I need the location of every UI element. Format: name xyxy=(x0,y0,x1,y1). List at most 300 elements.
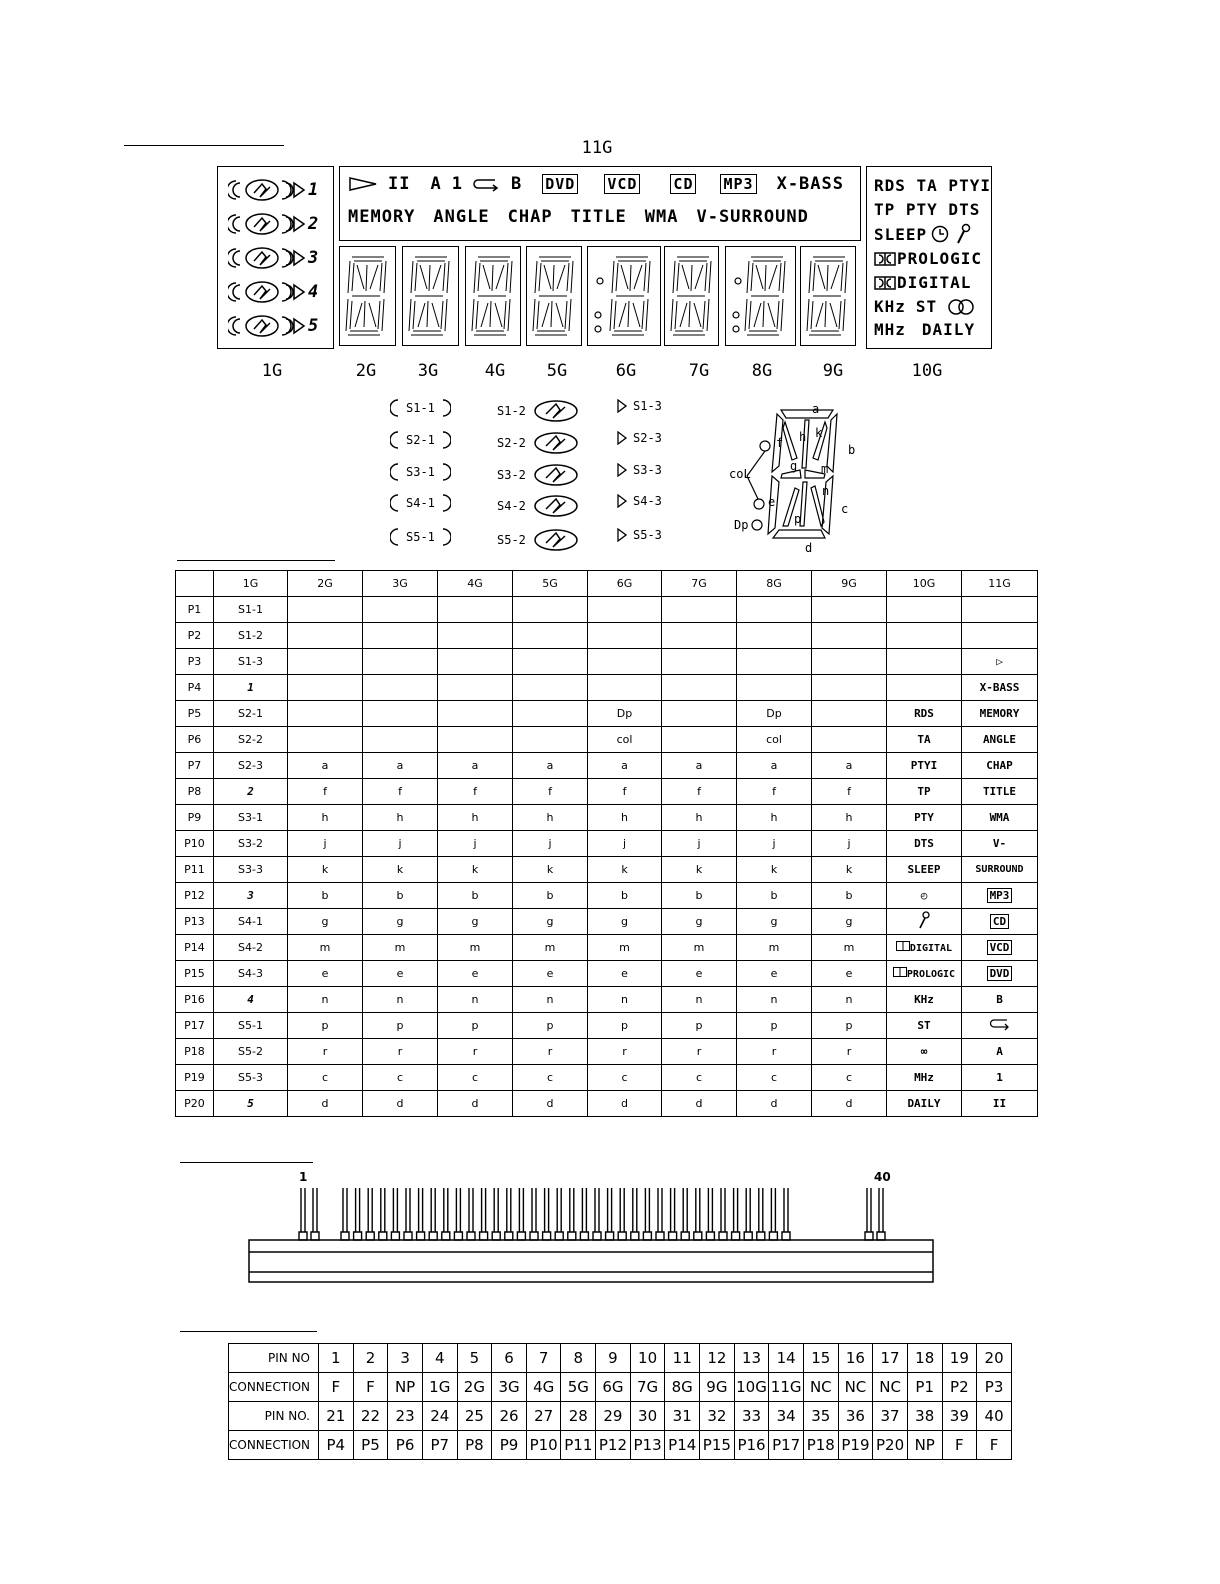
connector-pin xyxy=(706,1188,714,1240)
table-header-cell: 10G xyxy=(887,571,962,597)
table-cell xyxy=(513,623,588,649)
table-cell xyxy=(438,675,513,701)
connector-pin xyxy=(429,1188,437,1240)
table-cell: 37 xyxy=(873,1402,908,1431)
table-cell xyxy=(363,623,438,649)
table-cell: P20 xyxy=(873,1431,908,1460)
sixteen-segment-digit xyxy=(402,246,459,346)
table-cell: a xyxy=(588,753,662,779)
pause-icon: II xyxy=(388,174,411,194)
table-cell xyxy=(363,727,438,753)
rds-line: RDS TA PTYI xyxy=(874,176,991,195)
repeat-icon xyxy=(473,176,501,192)
table-cell: P7 xyxy=(176,753,214,779)
table-cell: 34 xyxy=(769,1402,804,1431)
table-cell: m xyxy=(662,935,737,961)
table-cell: TITLE xyxy=(962,779,1038,805)
table-cell: P10 xyxy=(176,831,214,857)
table-cell: 20 xyxy=(977,1344,1012,1373)
table-cell: 7G xyxy=(630,1373,665,1402)
connector-pin xyxy=(404,1188,412,1240)
table-cell: b xyxy=(438,883,513,909)
seg-f-label: f xyxy=(776,436,784,450)
microphone-icon xyxy=(917,910,931,930)
table-cell: h xyxy=(588,805,662,831)
table-cell: 14 xyxy=(769,1344,804,1373)
table-cell: P6 xyxy=(176,727,214,753)
table-cell: b xyxy=(812,883,887,909)
table-cell: P17 xyxy=(769,1431,804,1460)
connector-pin xyxy=(643,1188,651,1240)
table-cell xyxy=(887,597,962,623)
connector-pin xyxy=(568,1188,576,1240)
table-cell xyxy=(513,701,588,727)
table-cell: P19 xyxy=(838,1431,873,1460)
table-header-cell: 2G xyxy=(288,571,363,597)
table-cell: PTY xyxy=(887,805,962,831)
table-cell: 10 xyxy=(630,1344,665,1373)
table-cell: p xyxy=(288,1013,363,1039)
table-cell: 32 xyxy=(700,1402,735,1431)
sleep-label: SLEEP xyxy=(874,224,928,244)
table-cell: 5G xyxy=(561,1373,596,1402)
table-cell: b xyxy=(363,883,438,909)
table-cell: P2 xyxy=(176,623,214,649)
table-cell: e xyxy=(662,961,737,987)
table-cell: g xyxy=(662,909,737,935)
table-cell: h xyxy=(288,805,363,831)
table-cell: P16 xyxy=(176,987,214,1013)
table-cell xyxy=(887,909,962,935)
table-cell: k xyxy=(363,857,438,883)
table-cell: 16 xyxy=(838,1344,873,1373)
table-cell: e xyxy=(513,961,588,987)
arc-right-icon xyxy=(441,463,451,481)
table-cell: 27 xyxy=(526,1402,561,1431)
table-cell: P6 xyxy=(388,1431,423,1460)
table-cell: 1 xyxy=(962,1065,1038,1091)
table-cell: p xyxy=(513,1013,588,1039)
table-cell: n xyxy=(513,987,588,1013)
table-cell: P2 xyxy=(942,1373,977,1402)
table-header-cell: 7G xyxy=(662,571,737,597)
legend-item: S5-3 xyxy=(617,528,662,542)
seg-n-label: n xyxy=(822,484,830,498)
table-cell xyxy=(812,701,887,727)
table-cell xyxy=(812,597,887,623)
legend-item: S2-2 xyxy=(497,431,580,455)
table-cell: P15 xyxy=(700,1431,735,1460)
arc-left-icon xyxy=(390,463,400,481)
table-cell: d xyxy=(363,1091,438,1117)
cd-badge: CD xyxy=(670,174,696,194)
table-cell: P11 xyxy=(176,857,214,883)
legend-item: S5-1 xyxy=(390,528,451,546)
disc-indicator xyxy=(228,279,319,305)
table-cell: P13 xyxy=(630,1431,665,1460)
connector-pin xyxy=(555,1188,563,1240)
table-cell: 12 xyxy=(700,1344,735,1373)
connector-pin xyxy=(606,1188,614,1240)
table-cell xyxy=(887,675,962,701)
table-row xyxy=(176,649,1038,675)
table-cell: VCD xyxy=(962,935,1038,961)
row-label: PIN NO xyxy=(229,1344,319,1373)
table-cell: PROLOGIC xyxy=(887,961,962,987)
table-cell: col xyxy=(737,727,812,753)
table-cell: g xyxy=(438,909,513,935)
vcd-badge: VCD xyxy=(604,174,640,194)
table-cell: c xyxy=(812,1065,887,1091)
table-cell: 18 xyxy=(907,1344,942,1373)
row-label: PIN NO. xyxy=(229,1402,319,1431)
table-cell: b xyxy=(288,883,363,909)
table-cell: j xyxy=(363,831,438,857)
dolby-icon xyxy=(896,941,910,951)
table-cell: P12 xyxy=(176,883,214,909)
a-label: A xyxy=(430,174,442,194)
table-cell: Dp xyxy=(588,701,662,727)
table-cell: c xyxy=(662,1065,737,1091)
table-cell: c xyxy=(737,1065,812,1091)
connector-pin xyxy=(311,1188,319,1240)
table-cell: r xyxy=(513,1039,588,1065)
legend-item: S3-1 xyxy=(390,463,451,481)
table-cell: 15 xyxy=(803,1344,838,1373)
table-cell: p xyxy=(812,1013,887,1039)
table-cell xyxy=(737,675,812,701)
arc-left-icon xyxy=(390,494,400,512)
table-cell: SLEEP xyxy=(887,857,962,883)
connector-pin xyxy=(391,1188,399,1240)
table-cell: P12 xyxy=(596,1431,631,1460)
table-cell: c xyxy=(438,1065,513,1091)
table-cell: 25 xyxy=(457,1402,492,1431)
table-cell: DAILY xyxy=(887,1091,962,1117)
disc-icon xyxy=(532,528,580,552)
connector-pin xyxy=(694,1188,702,1240)
disc-icon xyxy=(228,245,308,271)
table-cell: h xyxy=(662,805,737,831)
table-cell: k xyxy=(288,857,363,883)
table-header-cell: 3G xyxy=(363,571,438,597)
clock-icon xyxy=(931,225,951,243)
table-cell: m xyxy=(288,935,363,961)
table-cell: P8 xyxy=(176,779,214,805)
first-pin-label: 1 xyxy=(299,1170,308,1184)
legend-item: S4-1 xyxy=(390,494,451,512)
table-cell: TA xyxy=(887,727,962,753)
connector-pin xyxy=(354,1188,362,1240)
table-cell: d xyxy=(288,1091,363,1117)
seg-h-label: h xyxy=(799,430,807,444)
connector-pin xyxy=(669,1188,677,1240)
table-cell: DTS xyxy=(887,831,962,857)
table-cell: p xyxy=(737,1013,812,1039)
info-panel xyxy=(866,166,992,349)
table-cell: S1-2 xyxy=(214,623,288,649)
table-cell: r xyxy=(438,1039,513,1065)
disc-icon xyxy=(532,431,580,455)
table-cell xyxy=(288,623,363,649)
arc-right-icon xyxy=(441,494,451,512)
table-cell: d xyxy=(737,1091,812,1117)
seg-d-label: d xyxy=(805,541,813,555)
connector-pin xyxy=(782,1188,790,1240)
table-cell: h xyxy=(513,805,588,831)
triangle-icon xyxy=(617,494,627,508)
table-cell: 39 xyxy=(942,1402,977,1431)
mp3-badge: MP3 xyxy=(720,174,756,194)
table-row xyxy=(176,987,1038,1013)
sixteen-segment-digit xyxy=(725,246,796,346)
table-cell: NC xyxy=(873,1373,908,1402)
seg-p-label: p xyxy=(794,512,802,526)
table-row xyxy=(229,1402,1012,1431)
row-label: CONNECTION xyxy=(229,1373,319,1402)
legend-item: S1-3 xyxy=(617,399,662,413)
table-cell: k xyxy=(513,857,588,883)
connector-pin xyxy=(732,1188,740,1240)
arc-left-icon xyxy=(390,431,400,449)
table-cell: ◴ xyxy=(887,883,962,909)
disc-indicator xyxy=(228,313,319,339)
table-cell: a xyxy=(812,753,887,779)
disc-indicator xyxy=(228,177,319,203)
legend-item: S2-3 xyxy=(617,431,662,445)
icon-label: WMA xyxy=(644,207,679,227)
disc-icon xyxy=(228,177,308,203)
table-cell: S4-1 xyxy=(214,909,288,935)
table-cell: RDS xyxy=(887,701,962,727)
seg-a-label: a xyxy=(812,402,820,416)
icon-row2 xyxy=(348,207,809,227)
table-cell: II xyxy=(962,1091,1038,1117)
table-cell: d xyxy=(812,1091,887,1117)
table-cell: F xyxy=(977,1431,1012,1460)
table-cell: e xyxy=(812,961,887,987)
table-cell: j xyxy=(288,831,363,857)
table-cell: k xyxy=(737,857,812,883)
table-cell: DIGITAL xyxy=(887,935,962,961)
sixteen-segment-digit xyxy=(800,246,856,346)
connector-pin xyxy=(299,1188,307,1240)
table-row xyxy=(176,1013,1038,1039)
table-cell: 17 xyxy=(873,1344,908,1373)
table-cell: S1-3 xyxy=(214,649,288,675)
table-cell: 35 xyxy=(803,1402,838,1431)
table-cell xyxy=(288,727,363,753)
table-cell xyxy=(737,597,812,623)
table-cell: CD xyxy=(962,909,1038,935)
table-cell: 4 xyxy=(214,987,288,1013)
group-label: 6G xyxy=(615,361,637,381)
table-cell: P9 xyxy=(176,805,214,831)
table-row xyxy=(229,1431,1012,1460)
table-cell xyxy=(662,623,737,649)
table-cell: P5 xyxy=(353,1431,388,1460)
table-cell: k xyxy=(812,857,887,883)
table-cell: e xyxy=(288,961,363,987)
icon-label: CHAP xyxy=(507,207,553,227)
table-cell: m xyxy=(812,935,887,961)
table-cell: f xyxy=(588,779,662,805)
table-header-cell: 11G xyxy=(962,571,1038,597)
table-row xyxy=(176,831,1038,857)
table-cell xyxy=(737,623,812,649)
b-label: B xyxy=(510,174,523,194)
table-row xyxy=(176,1065,1038,1091)
table-cell xyxy=(438,727,513,753)
dolby-icon xyxy=(893,967,907,977)
arc-left-icon xyxy=(390,528,400,546)
table-cell xyxy=(513,727,588,753)
table-cell: P20 xyxy=(176,1091,214,1117)
table-cell: r xyxy=(812,1039,887,1065)
table-cell: g xyxy=(288,909,363,935)
icon-label: MEMORY xyxy=(348,207,416,227)
seg-col-label: coL xyxy=(729,467,751,481)
table-cell: f xyxy=(438,779,513,805)
table-cell: S5-1 xyxy=(214,1013,288,1039)
connector-pin xyxy=(543,1188,551,1240)
table-cell xyxy=(812,675,887,701)
table-cell xyxy=(438,701,513,727)
digital-label: DIGITAL xyxy=(897,273,972,292)
table-cell: j xyxy=(588,831,662,857)
disc-number: 1 xyxy=(308,180,320,200)
legend-item: S4-2 xyxy=(497,494,580,518)
table-cell: P18 xyxy=(803,1431,838,1460)
disc-number: 5 xyxy=(308,316,320,336)
table-cell: f xyxy=(363,779,438,805)
table-cell: MEMORY xyxy=(962,701,1038,727)
table-cell: b xyxy=(737,883,812,909)
table-cell: h xyxy=(812,805,887,831)
table-cell: S3-2 xyxy=(214,831,288,857)
table-cell: P11 xyxy=(561,1431,596,1460)
table-cell xyxy=(288,597,363,623)
table-cell: n xyxy=(812,987,887,1013)
table-cell: 9G xyxy=(700,1373,735,1402)
legend-item: S1-1 xyxy=(390,399,451,417)
table-cell xyxy=(513,597,588,623)
table-cell: r xyxy=(662,1039,737,1065)
connector-pin xyxy=(593,1188,601,1240)
legend-item: S1-2 xyxy=(497,399,580,423)
table-cell: a xyxy=(513,753,588,779)
table-cell: S2-1 xyxy=(214,701,288,727)
one-label: 1 xyxy=(451,174,463,194)
table-cell: e xyxy=(438,961,513,987)
table-row xyxy=(176,675,1038,701)
table-cell: c xyxy=(513,1065,588,1091)
table-cell: c xyxy=(363,1065,438,1091)
table-cell: 13 xyxy=(734,1344,769,1373)
table-cell: P7 xyxy=(422,1431,457,1460)
connector-pin xyxy=(417,1188,425,1240)
group-label: 3G xyxy=(417,361,439,381)
table-cell: k xyxy=(438,857,513,883)
table-cell xyxy=(962,623,1038,649)
table-cell: S4-3 xyxy=(214,961,288,987)
table-cell: P14 xyxy=(665,1431,700,1460)
table-cell: m xyxy=(438,935,513,961)
table-cell: P16 xyxy=(734,1431,769,1460)
disc-icon xyxy=(228,279,308,305)
table-cell: P9 xyxy=(492,1431,527,1460)
table-cell: 28 xyxy=(561,1402,596,1431)
table-cell: a xyxy=(737,753,812,779)
seg-b-label: b xyxy=(848,443,856,457)
sixteen-segment-digit xyxy=(526,246,582,346)
table-cell: S2-2 xyxy=(214,727,288,753)
group-label: 2G xyxy=(355,361,377,381)
table-cell xyxy=(588,649,662,675)
table-cell: a xyxy=(363,753,438,779)
table-cell xyxy=(363,649,438,675)
table-cell: NC xyxy=(838,1373,873,1402)
dolby-icon xyxy=(874,276,896,290)
table-cell: P1 xyxy=(907,1373,942,1402)
table-row xyxy=(176,909,1038,935)
connector-pin xyxy=(769,1188,777,1240)
table-cell: 22 xyxy=(353,1402,388,1431)
table-cell xyxy=(363,675,438,701)
repeat-icon xyxy=(989,1017,1011,1031)
table-cell: S4-2 xyxy=(214,935,288,961)
connector-pin xyxy=(505,1188,513,1240)
connector-pin xyxy=(467,1188,475,1240)
table-cell xyxy=(438,623,513,649)
sixteen-segment-digit xyxy=(664,246,719,346)
table-cell xyxy=(812,649,887,675)
disc-icon xyxy=(228,211,308,237)
table-cell: S5-2 xyxy=(214,1039,288,1065)
legend-item: S5-2 xyxy=(497,528,580,552)
icon-label: V-SURROUND xyxy=(696,207,809,227)
table-cell: p xyxy=(363,1013,438,1039)
table-cell: 1G xyxy=(422,1373,457,1402)
table-cell: MP3 xyxy=(962,883,1038,909)
connector-pin xyxy=(341,1188,349,1240)
table-cell: F xyxy=(319,1373,354,1402)
group-label: 7G xyxy=(688,361,710,381)
table-cell: n xyxy=(363,987,438,1013)
disc-indicator xyxy=(228,245,319,271)
sixteen-segment-digit xyxy=(465,246,521,346)
table-cell: j xyxy=(513,831,588,857)
table-cell: 4 xyxy=(422,1344,457,1373)
table-cell: m xyxy=(588,935,662,961)
table-cell: P13 xyxy=(176,909,214,935)
table-cell: e xyxy=(588,961,662,987)
table-cell: S1-1 xyxy=(214,597,288,623)
table-cell: n xyxy=(588,987,662,1013)
table-cell: p xyxy=(438,1013,513,1039)
table-cell: 1 xyxy=(319,1344,354,1373)
table-cell: S2-3 xyxy=(214,753,288,779)
connector-pin xyxy=(744,1188,752,1240)
table-cell: P4 xyxy=(176,675,214,701)
table-cell: V- xyxy=(962,831,1038,857)
table-cell: 3 xyxy=(388,1344,423,1373)
table-row xyxy=(176,1039,1038,1065)
play-icon xyxy=(348,176,378,192)
connector-pin xyxy=(681,1188,689,1240)
group-label: 1G xyxy=(261,361,283,381)
table-cell xyxy=(962,597,1038,623)
